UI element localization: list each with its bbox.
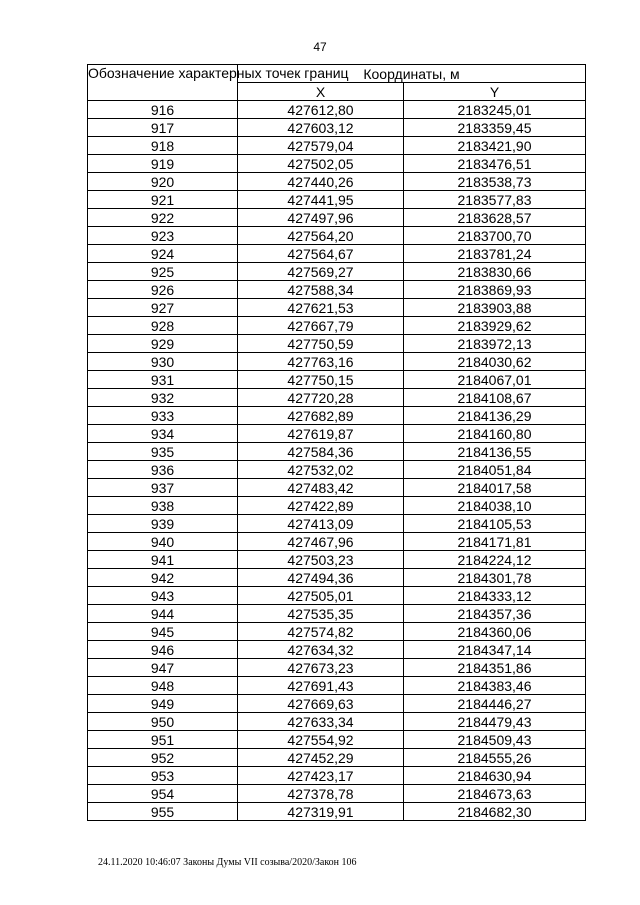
x-coordinate-cell: 427633,34 xyxy=(238,713,404,731)
x-coordinate-cell: 427494,36 xyxy=(238,569,404,587)
table-row xyxy=(88,245,586,263)
table-row xyxy=(88,767,586,785)
point-id-cell: 927 xyxy=(88,299,238,317)
point-id-cell: 930 xyxy=(88,353,238,371)
point-id-cell: 919 xyxy=(88,155,238,173)
coordinates-table xyxy=(87,64,586,821)
y-coordinate-cell: 2183245,01 xyxy=(404,101,586,119)
y-coordinate-cell: 2184673,63 xyxy=(404,785,586,803)
point-id-cell: 916 xyxy=(88,101,238,119)
header-coordinates: Координаты, м xyxy=(238,65,586,83)
x-coordinate-cell: 427634,32 xyxy=(238,641,404,659)
table-row xyxy=(88,569,586,587)
y-coordinate-cell: 2184051,84 xyxy=(404,461,586,479)
x-coordinate-cell: 427669,63 xyxy=(238,695,404,713)
y-coordinate-cell: 2184030,62 xyxy=(404,353,586,371)
table-row xyxy=(88,407,586,425)
table-row xyxy=(88,443,586,461)
point-id-cell: 926 xyxy=(88,281,238,299)
x-coordinate-cell: 427750,59 xyxy=(238,335,404,353)
y-coordinate-cell: 2184347,14 xyxy=(404,641,586,659)
point-id-cell: 949 xyxy=(88,695,238,713)
point-id-cell: 942 xyxy=(88,569,238,587)
point-id-cell: 941 xyxy=(88,551,238,569)
x-coordinate-cell: 427554,92 xyxy=(238,731,404,749)
table-row xyxy=(88,209,586,227)
y-coordinate-cell: 2184038,10 xyxy=(404,497,586,515)
y-coordinate-cell: 2184682,30 xyxy=(404,803,586,821)
point-id-cell: 929 xyxy=(88,335,238,353)
point-id-cell: 952 xyxy=(88,749,238,767)
point-id-cell: 954 xyxy=(88,785,238,803)
x-coordinate-cell: 427413,09 xyxy=(238,515,404,533)
point-id-cell: 947 xyxy=(88,659,238,677)
y-coordinate-cell: 2184067,01 xyxy=(404,371,586,389)
x-coordinate-cell: 427440,26 xyxy=(238,173,404,191)
y-coordinate-cell: 2183538,73 xyxy=(404,173,586,191)
header-point-designation: Обозначение характерных точек границ xyxy=(88,65,238,101)
x-coordinate-cell: 427467,96 xyxy=(238,533,404,551)
point-id-cell: 948 xyxy=(88,677,238,695)
x-coordinate-cell: 427535,35 xyxy=(238,605,404,623)
x-coordinate-cell: 427569,27 xyxy=(238,263,404,281)
y-coordinate-cell: 2183577,83 xyxy=(404,191,586,209)
x-coordinate-cell: 427441,95 xyxy=(238,191,404,209)
table-row xyxy=(88,191,586,209)
x-coordinate-cell: 427503,23 xyxy=(238,551,404,569)
table-row xyxy=(88,101,586,119)
table-row xyxy=(88,713,586,731)
table-row xyxy=(88,335,586,353)
table-row xyxy=(88,281,586,299)
table-row xyxy=(88,785,586,803)
x-coordinate-cell: 427584,36 xyxy=(238,443,404,461)
y-coordinate-cell: 2183903,88 xyxy=(404,299,586,317)
table-row xyxy=(88,659,586,677)
y-coordinate-cell: 2184630,94 xyxy=(404,767,586,785)
y-coordinate-cell: 2184017,58 xyxy=(404,479,586,497)
x-coordinate-cell: 427319,91 xyxy=(238,803,404,821)
y-coordinate-cell: 2183869,93 xyxy=(404,281,586,299)
point-id-cell: 921 xyxy=(88,191,238,209)
x-coordinate-cell: 427505,01 xyxy=(238,587,404,605)
point-id-cell: 931 xyxy=(88,371,238,389)
table-row xyxy=(88,389,586,407)
y-coordinate-cell: 2184360,06 xyxy=(404,623,586,641)
x-coordinate-cell: 427603,12 xyxy=(238,119,404,137)
y-coordinate-cell: 2183628,57 xyxy=(404,209,586,227)
point-id-cell: 944 xyxy=(88,605,238,623)
y-coordinate-cell: 2184509,43 xyxy=(404,731,586,749)
table-row xyxy=(88,623,586,641)
point-id-cell: 939 xyxy=(88,515,238,533)
y-coordinate-cell: 2184171,81 xyxy=(404,533,586,551)
point-id-cell: 924 xyxy=(88,245,238,263)
point-id-cell: 953 xyxy=(88,767,238,785)
point-id-cell: 935 xyxy=(88,443,238,461)
table-row xyxy=(88,515,586,533)
footer-stamp: 24.11.2020 10:46:07 Законы Думы VII созыва/2020/Закон 106 xyxy=(98,857,357,868)
y-coordinate-cell: 2184301,78 xyxy=(404,569,586,587)
point-id-cell: 920 xyxy=(88,173,238,191)
x-coordinate-cell: 427763,16 xyxy=(238,353,404,371)
y-coordinate-cell: 2183929,62 xyxy=(404,317,586,335)
x-coordinate-cell: 427720,28 xyxy=(238,389,404,407)
x-coordinate-cell: 427588,34 xyxy=(238,281,404,299)
page-number: 47 xyxy=(313,40,327,54)
point-id-cell: 936 xyxy=(88,461,238,479)
table-row xyxy=(88,479,586,497)
x-coordinate-cell: 427612,80 xyxy=(238,101,404,119)
point-id-cell: 937 xyxy=(88,479,238,497)
point-id-cell: 950 xyxy=(88,713,238,731)
table-row xyxy=(88,587,586,605)
table-row xyxy=(88,605,586,623)
x-coordinate-cell: 427579,04 xyxy=(238,137,404,155)
table-row xyxy=(88,371,586,389)
table-row xyxy=(88,497,586,515)
table-row xyxy=(88,299,586,317)
y-coordinate-cell: 2183421,90 xyxy=(404,137,586,155)
y-coordinate-cell: 2184136,55 xyxy=(404,443,586,461)
x-coordinate-cell: 427574,82 xyxy=(238,623,404,641)
x-coordinate-cell: 427497,96 xyxy=(238,209,404,227)
table-row xyxy=(88,461,586,479)
table-row xyxy=(88,263,586,281)
x-coordinate-cell: 427502,05 xyxy=(238,155,404,173)
x-coordinate-cell: 427619,87 xyxy=(238,425,404,443)
point-id-cell: 928 xyxy=(88,317,238,335)
x-coordinate-cell: 427673,23 xyxy=(238,659,404,677)
y-coordinate-cell: 2184479,43 xyxy=(404,713,586,731)
point-id-cell: 946 xyxy=(88,641,238,659)
point-id-cell: 923 xyxy=(88,227,238,245)
y-coordinate-cell: 2183972,13 xyxy=(404,335,586,353)
point-id-cell: 934 xyxy=(88,425,238,443)
table-body xyxy=(88,101,586,821)
point-id-cell: 943 xyxy=(88,587,238,605)
y-coordinate-cell: 2184555,26 xyxy=(404,749,586,767)
table-row xyxy=(88,425,586,443)
point-id-cell: 933 xyxy=(88,407,238,425)
point-id-cell: 945 xyxy=(88,623,238,641)
table-row xyxy=(88,695,586,713)
x-coordinate-cell: 427564,67 xyxy=(238,245,404,263)
x-coordinate-cell: 427452,29 xyxy=(238,749,404,767)
table-row xyxy=(88,137,586,155)
x-coordinate-cell: 427750,15 xyxy=(238,371,404,389)
x-coordinate-cell: 427691,43 xyxy=(238,677,404,695)
point-id-cell: 918 xyxy=(88,137,238,155)
table-row xyxy=(88,749,586,767)
header-y: Y xyxy=(404,83,586,101)
x-coordinate-cell: 427621,53 xyxy=(238,299,404,317)
y-coordinate-cell: 2184383,46 xyxy=(404,677,586,695)
table-row xyxy=(88,641,586,659)
y-coordinate-cell: 2183359,45 xyxy=(404,119,586,137)
y-coordinate-cell: 2184224,12 xyxy=(404,551,586,569)
x-coordinate-cell: 427532,02 xyxy=(238,461,404,479)
point-id-cell: 932 xyxy=(88,389,238,407)
table-row xyxy=(88,353,586,371)
y-coordinate-cell: 2184357,36 xyxy=(404,605,586,623)
table-row xyxy=(88,119,586,137)
table-header-row xyxy=(88,65,586,83)
x-coordinate-cell: 427682,89 xyxy=(238,407,404,425)
y-coordinate-cell: 2184160,80 xyxy=(404,425,586,443)
table-row xyxy=(88,803,586,821)
point-id-cell: 951 xyxy=(88,731,238,749)
point-id-cell: 938 xyxy=(88,497,238,515)
header-x: X xyxy=(238,83,404,101)
point-id-cell: 922 xyxy=(88,209,238,227)
x-coordinate-cell: 427667,79 xyxy=(238,317,404,335)
y-coordinate-cell: 2183700,70 xyxy=(404,227,586,245)
x-coordinate-cell: 427423,17 xyxy=(238,767,404,785)
table-row xyxy=(88,677,586,695)
y-coordinate-cell: 2184351,86 xyxy=(404,659,586,677)
point-id-cell: 940 xyxy=(88,533,238,551)
table-row xyxy=(88,155,586,173)
y-coordinate-cell: 2184333,12 xyxy=(404,587,586,605)
y-coordinate-cell: 2184446,27 xyxy=(404,695,586,713)
y-coordinate-cell: 2183781,24 xyxy=(404,245,586,263)
y-coordinate-cell: 2184105,53 xyxy=(404,515,586,533)
table-row xyxy=(88,173,586,191)
point-id-cell: 955 xyxy=(88,803,238,821)
y-coordinate-cell: 2183830,66 xyxy=(404,263,586,281)
point-id-cell: 917 xyxy=(88,119,238,137)
x-coordinate-cell: 427483,42 xyxy=(238,479,404,497)
y-coordinate-cell: 2184136,29 xyxy=(404,407,586,425)
x-coordinate-cell: 427378,78 xyxy=(238,785,404,803)
table-row xyxy=(88,533,586,551)
y-coordinate-cell: 2183476,51 xyxy=(404,155,586,173)
y-coordinate-cell: 2184108,67 xyxy=(404,389,586,407)
table-row xyxy=(88,317,586,335)
table-row xyxy=(88,551,586,569)
point-id-cell: 925 xyxy=(88,263,238,281)
x-coordinate-cell: 427422,89 xyxy=(238,497,404,515)
x-coordinate-cell: 427564,20 xyxy=(238,227,404,245)
table-row xyxy=(88,227,586,245)
table-row xyxy=(88,731,586,749)
